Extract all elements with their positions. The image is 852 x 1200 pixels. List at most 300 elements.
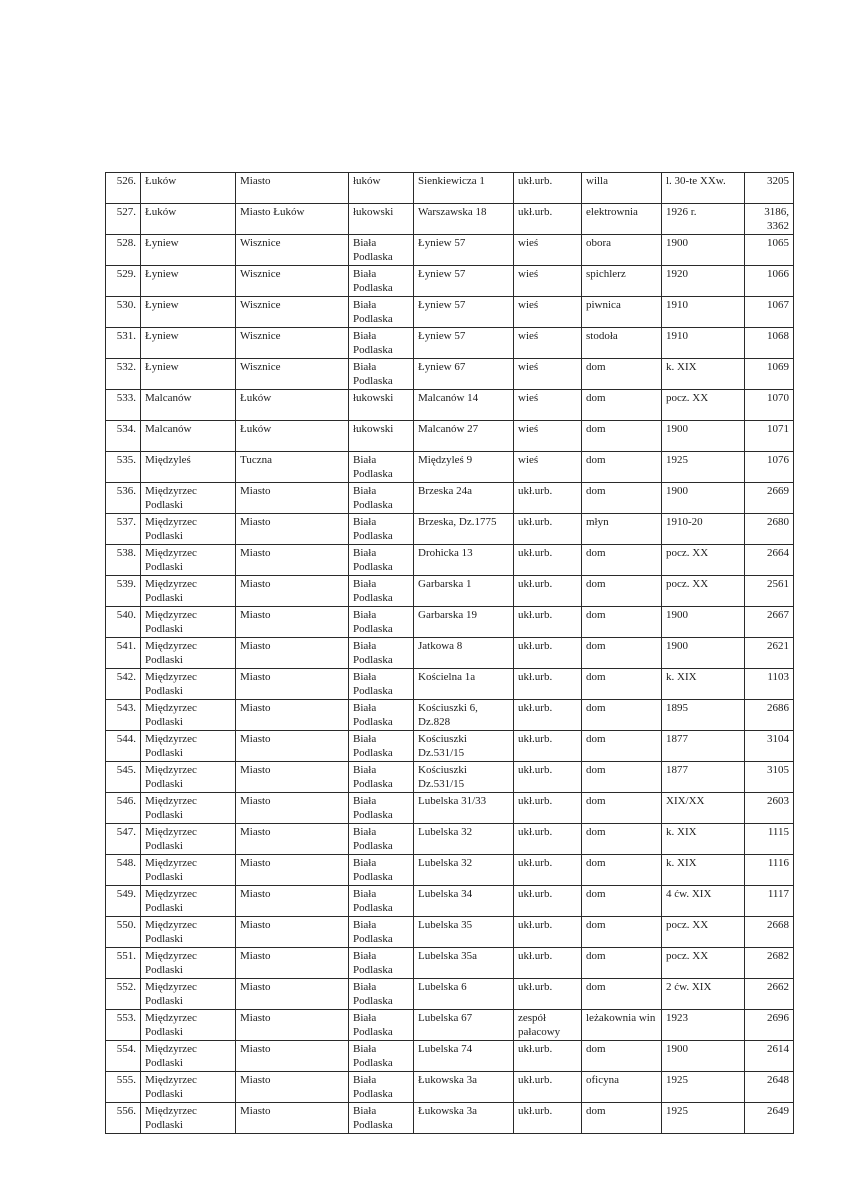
table-row: [106, 886, 794, 917]
cell-address: Lubelska 32: [414, 824, 514, 855]
cell-register-number: 1066: [745, 266, 794, 297]
cell-address: Garbarska 1: [414, 576, 514, 607]
cell-complex-type: ukł.urb.: [514, 948, 582, 979]
cell-county: Biała Podlaska: [349, 638, 414, 669]
table-row: [106, 545, 794, 576]
table-row: [106, 390, 794, 421]
cell-address: Kościuszki Dz.531/15: [414, 731, 514, 762]
cell-locality: Międzyrzec Podlaski: [141, 948, 236, 979]
cell-register-number: 2696: [745, 1010, 794, 1041]
cell-object-type: dom: [582, 855, 662, 886]
table-row: [106, 204, 794, 235]
cell-county: Biała Podlaska: [349, 452, 414, 483]
cell-dating: 1920: [662, 266, 745, 297]
cell-county: Biała Podlaska: [349, 514, 414, 545]
cell-commune: Miasto: [236, 948, 349, 979]
cell-complex-type: ukł.urb.: [514, 824, 582, 855]
cell-dating: k. XIX: [662, 855, 745, 886]
table-row: [106, 359, 794, 390]
cell-object-type: dom: [582, 731, 662, 762]
cell-row-number: 534.: [106, 421, 141, 452]
table-row: [106, 421, 794, 452]
cell-object-type: młyn: [582, 514, 662, 545]
cell-complex-type: ukł.urb.: [514, 793, 582, 824]
cell-row-number: 556.: [106, 1103, 141, 1134]
cell-register-number: 2662: [745, 979, 794, 1010]
cell-locality: Międzyrzec Podlaski: [141, 855, 236, 886]
cell-county: Biała Podlaska: [349, 762, 414, 793]
cell-dating: 1877: [662, 762, 745, 793]
cell-locality: Międzyrzec Podlaski: [141, 1072, 236, 1103]
cell-address: Kościelna 1a: [414, 669, 514, 700]
cell-county: Biała Podlaska: [349, 328, 414, 359]
cell-locality: Łuków: [141, 204, 236, 235]
cell-dating: 1900: [662, 421, 745, 452]
cell-complex-type: zespół pałacowy: [514, 1010, 582, 1041]
cell-address: Lubelska 31/33: [414, 793, 514, 824]
cell-address: Lubelska 32: [414, 855, 514, 886]
cell-register-number: 2680: [745, 514, 794, 545]
cell-commune: Łuków: [236, 390, 349, 421]
table-row: [106, 1010, 794, 1041]
cell-complex-type: ukł.urb.: [514, 669, 582, 700]
cell-register-number: 3205: [745, 173, 794, 204]
cell-commune: Miasto: [236, 638, 349, 669]
cell-row-number: 546.: [106, 793, 141, 824]
cell-register-number: 2649: [745, 1103, 794, 1134]
cell-row-number: 545.: [106, 762, 141, 793]
cell-dating: 2 ćw. XIX: [662, 979, 745, 1010]
cell-object-type: dom: [582, 979, 662, 1010]
cell-complex-type: ukł.urb.: [514, 762, 582, 793]
cell-complex-type: ukł.urb.: [514, 1072, 582, 1103]
cell-locality: Łyniew: [141, 297, 236, 328]
cell-dating: 1923: [662, 1010, 745, 1041]
cell-address: Malcanów 27: [414, 421, 514, 452]
cell-address: Garbarska 19: [414, 607, 514, 638]
cell-county: Biała Podlaska: [349, 359, 414, 390]
cell-county: łukowski: [349, 421, 414, 452]
cell-commune: Miasto: [236, 917, 349, 948]
cell-object-type: dom: [582, 483, 662, 514]
cell-commune: Tuczna: [236, 452, 349, 483]
cell-address: Brzeska 24a: [414, 483, 514, 514]
table-row: [106, 731, 794, 762]
table-row: [106, 297, 794, 328]
cell-complex-type: ukł.urb.: [514, 607, 582, 638]
cell-locality: Międzyrzec Podlaski: [141, 762, 236, 793]
cell-locality: Międzyrzec Podlaski: [141, 917, 236, 948]
cell-county: Biała Podlaska: [349, 545, 414, 576]
cell-locality: Międzyrzec Podlaski: [141, 1103, 236, 1134]
table-row: [106, 700, 794, 731]
cell-locality: Międzyrzec Podlaski: [141, 607, 236, 638]
table-row: [106, 824, 794, 855]
cell-county: Biała Podlaska: [349, 297, 414, 328]
cell-commune: Wisznice: [236, 266, 349, 297]
cell-row-number: 550.: [106, 917, 141, 948]
monument-register-table: [105, 172, 794, 1134]
cell-register-number: 1115: [745, 824, 794, 855]
cell-address: Kościuszki Dz.531/15: [414, 762, 514, 793]
cell-locality: Malcanów: [141, 421, 236, 452]
cell-row-number: 538.: [106, 545, 141, 576]
cell-row-number: 543.: [106, 700, 141, 731]
cell-complex-type: ukł.urb.: [514, 700, 582, 731]
cell-locality: Międzyrzec Podlaski: [141, 669, 236, 700]
cell-county: Biała Podlaska: [349, 1072, 414, 1103]
cell-register-number: 1067: [745, 297, 794, 328]
cell-row-number: 528.: [106, 235, 141, 266]
cell-object-type: stodoła: [582, 328, 662, 359]
cell-object-type: elektrownia: [582, 204, 662, 235]
cell-register-number: 2686: [745, 700, 794, 731]
cell-address: Kościuszki 6, Dz.828: [414, 700, 514, 731]
cell-locality: Międzyrzec Podlaski: [141, 514, 236, 545]
cell-complex-type: wieś: [514, 328, 582, 359]
cell-register-number: 2621: [745, 638, 794, 669]
table-row: [106, 638, 794, 669]
cell-dating: 1910: [662, 297, 745, 328]
table-row: [106, 452, 794, 483]
cell-register-number: 1065: [745, 235, 794, 266]
cell-row-number: 544.: [106, 731, 141, 762]
cell-locality: Międzyrzec Podlaski: [141, 1010, 236, 1041]
cell-object-type: dom: [582, 576, 662, 607]
cell-complex-type: wieś: [514, 266, 582, 297]
cell-county: Biała Podlaska: [349, 979, 414, 1010]
cell-object-type: dom: [582, 1041, 662, 1072]
table-row: [106, 483, 794, 514]
cell-complex-type: ukł.urb.: [514, 979, 582, 1010]
cell-register-number: 2614: [745, 1041, 794, 1072]
cell-locality: Międzyrzec Podlaski: [141, 700, 236, 731]
cell-row-number: 540.: [106, 607, 141, 638]
cell-address: Malcanów 14: [414, 390, 514, 421]
table-row: [106, 266, 794, 297]
cell-object-type: piwnica: [582, 297, 662, 328]
cell-dating: 1877: [662, 731, 745, 762]
cell-object-type: dom: [582, 1103, 662, 1134]
cell-register-number: 2669: [745, 483, 794, 514]
cell-dating: 1900: [662, 1041, 745, 1072]
cell-commune: Wisznice: [236, 235, 349, 266]
cell-register-number: 1069: [745, 359, 794, 390]
cell-dating: 1900: [662, 483, 745, 514]
cell-county: Biała Podlaska: [349, 576, 414, 607]
cell-address: Lubelska 35: [414, 917, 514, 948]
cell-object-type: dom: [582, 948, 662, 979]
cell-commune: Miasto: [236, 855, 349, 886]
cell-locality: Łyniew: [141, 328, 236, 359]
cell-commune: Łuków: [236, 421, 349, 452]
cell-dating: pocz. XX: [662, 390, 745, 421]
cell-object-type: dom: [582, 762, 662, 793]
cell-commune: Miasto: [236, 545, 349, 576]
cell-county: Biała Podlaska: [349, 948, 414, 979]
cell-complex-type: ukł.urb.: [514, 514, 582, 545]
table-body: [106, 173, 794, 1134]
table-row: [106, 1072, 794, 1103]
cell-row-number: 551.: [106, 948, 141, 979]
cell-county: Biała Podlaska: [349, 917, 414, 948]
cell-register-number: 3105: [745, 762, 794, 793]
cell-register-number: 1068: [745, 328, 794, 359]
cell-complex-type: ukł.urb.: [514, 855, 582, 886]
cell-dating: 1895: [662, 700, 745, 731]
cell-commune: Miasto: [236, 824, 349, 855]
cell-object-type: oficyna: [582, 1072, 662, 1103]
cell-row-number: 555.: [106, 1072, 141, 1103]
cell-commune: Miasto: [236, 1041, 349, 1072]
cell-commune: Miasto: [236, 700, 349, 731]
cell-commune: Miasto: [236, 576, 349, 607]
cell-register-number: 2561: [745, 576, 794, 607]
cell-row-number: 529.: [106, 266, 141, 297]
cell-county: łukowski: [349, 204, 414, 235]
cell-county: Biała Podlaska: [349, 1103, 414, 1134]
cell-county: Biała Podlaska: [349, 793, 414, 824]
cell-object-type: dom: [582, 669, 662, 700]
cell-locality: Łyniew: [141, 235, 236, 266]
cell-commune: Miasto: [236, 1072, 349, 1103]
cell-locality: Łyniew: [141, 266, 236, 297]
cell-address: Łyniew 57: [414, 266, 514, 297]
table-row: [106, 514, 794, 545]
cell-register-number: 1103: [745, 669, 794, 700]
cell-locality: Łuków: [141, 173, 236, 204]
cell-object-type: dom: [582, 824, 662, 855]
cell-object-type: dom: [582, 700, 662, 731]
cell-row-number: 530.: [106, 297, 141, 328]
table-row: [106, 979, 794, 1010]
cell-register-number: 2682: [745, 948, 794, 979]
cell-locality: Międzyrzec Podlaski: [141, 545, 236, 576]
cell-county: łuków: [349, 173, 414, 204]
cell-row-number: 537.: [106, 514, 141, 545]
cell-commune: Miasto: [236, 731, 349, 762]
cell-county: Biała Podlaska: [349, 700, 414, 731]
cell-dating: 1925: [662, 452, 745, 483]
cell-address: Łyniew 57: [414, 328, 514, 359]
cell-complex-type: ukł.urb.: [514, 886, 582, 917]
cell-locality: Międzyrzec Podlaski: [141, 731, 236, 762]
cell-row-number: 548.: [106, 855, 141, 886]
cell-address: Jatkowa 8: [414, 638, 514, 669]
cell-object-type: dom: [582, 421, 662, 452]
cell-register-number: 1117: [745, 886, 794, 917]
cell-complex-type: ukł.urb.: [514, 204, 582, 235]
cell-complex-type: wieś: [514, 421, 582, 452]
cell-row-number: 532.: [106, 359, 141, 390]
cell-row-number: 526.: [106, 173, 141, 204]
cell-complex-type: ukł.urb.: [514, 917, 582, 948]
cell-commune: Miasto: [236, 762, 349, 793]
cell-register-number: 2664: [745, 545, 794, 576]
cell-complex-type: wieś: [514, 235, 582, 266]
cell-dating: l. 30-te XXw.: [662, 173, 745, 204]
cell-object-type: leżakownia win: [582, 1010, 662, 1041]
cell-complex-type: ukł.urb.: [514, 576, 582, 607]
cell-register-number: 1070: [745, 390, 794, 421]
cell-locality: Międzyrzec Podlaski: [141, 793, 236, 824]
cell-complex-type: ukł.urb.: [514, 731, 582, 762]
cell-object-type: dom: [582, 638, 662, 669]
cell-locality: Międzyrzec Podlaski: [141, 1041, 236, 1072]
cell-commune: Wisznice: [236, 328, 349, 359]
cell-object-type: dom: [582, 452, 662, 483]
cell-locality: Międzyleś: [141, 452, 236, 483]
cell-complex-type: wieś: [514, 359, 582, 390]
table-row: [106, 669, 794, 700]
cell-row-number: 531.: [106, 328, 141, 359]
cell-dating: 1925: [662, 1072, 745, 1103]
cell-object-type: dom: [582, 390, 662, 421]
cell-complex-type: ukł.urb.: [514, 1041, 582, 1072]
cell-dating: k. XIX: [662, 824, 745, 855]
cell-row-number: 542.: [106, 669, 141, 700]
table-row: [106, 1041, 794, 1072]
cell-locality: Międzyrzec Podlaski: [141, 824, 236, 855]
cell-commune: Wisznice: [236, 359, 349, 390]
cell-row-number: 527.: [106, 204, 141, 235]
cell-dating: 1910: [662, 328, 745, 359]
table-row: [106, 328, 794, 359]
cell-locality: Międzyrzec Podlaski: [141, 638, 236, 669]
cell-row-number: 535.: [106, 452, 141, 483]
cell-row-number: 536.: [106, 483, 141, 514]
cell-commune: Miasto Łuków: [236, 204, 349, 235]
cell-dating: 1925: [662, 1103, 745, 1134]
cell-address: Łyniew 57: [414, 297, 514, 328]
cell-commune: Miasto: [236, 793, 349, 824]
cell-register-number: 1076: [745, 452, 794, 483]
cell-locality: Międzyrzec Podlaski: [141, 483, 236, 514]
cell-commune: Miasto: [236, 1010, 349, 1041]
cell-commune: Miasto: [236, 607, 349, 638]
cell-address: Łukowska 3a: [414, 1072, 514, 1103]
cell-register-number: 2668: [745, 917, 794, 948]
cell-dating: 1900: [662, 235, 745, 266]
cell-address: Lubelska 67: [414, 1010, 514, 1041]
cell-county: Biała Podlaska: [349, 731, 414, 762]
cell-locality: Międzyrzec Podlaski: [141, 576, 236, 607]
cell-object-type: dom: [582, 917, 662, 948]
cell-commune: Miasto: [236, 979, 349, 1010]
cell-register-number: 3186, 3362: [745, 204, 794, 235]
cell-county: Biała Podlaska: [349, 607, 414, 638]
cell-county: Biała Podlaska: [349, 824, 414, 855]
cell-register-number: 2603: [745, 793, 794, 824]
cell-county: Biała Podlaska: [349, 886, 414, 917]
cell-county: Biała Podlaska: [349, 1010, 414, 1041]
cell-register-number: 3104: [745, 731, 794, 762]
cell-address: Warszawska 18: [414, 204, 514, 235]
table-row: [106, 793, 794, 824]
cell-dating: pocz. XX: [662, 948, 745, 979]
cell-county: Biała Podlaska: [349, 669, 414, 700]
cell-address: Drohicka 13: [414, 545, 514, 576]
table-row: [106, 855, 794, 886]
cell-dating: XIX/XX: [662, 793, 745, 824]
cell-address: Lubelska 74: [414, 1041, 514, 1072]
cell-object-type: willa: [582, 173, 662, 204]
cell-commune: Wisznice: [236, 297, 349, 328]
cell-object-type: dom: [582, 545, 662, 576]
cell-county: łukowski: [349, 390, 414, 421]
table-row: [106, 948, 794, 979]
cell-row-number: 539.: [106, 576, 141, 607]
cell-register-number: 2667: [745, 607, 794, 638]
table-row: [106, 917, 794, 948]
cell-address: Lubelska 35a: [414, 948, 514, 979]
table-row: [106, 235, 794, 266]
cell-row-number: 549.: [106, 886, 141, 917]
cell-commune: Miasto: [236, 1103, 349, 1134]
cell-register-number: 1116: [745, 855, 794, 886]
cell-object-type: dom: [582, 886, 662, 917]
table-row: [106, 762, 794, 793]
cell-dating: pocz. XX: [662, 917, 745, 948]
cell-commune: Miasto: [236, 669, 349, 700]
cell-register-number: 2648: [745, 1072, 794, 1103]
cell-dating: 1900: [662, 638, 745, 669]
table-row: [106, 607, 794, 638]
cell-complex-type: ukł.urb.: [514, 545, 582, 576]
cell-dating: 1910-20: [662, 514, 745, 545]
cell-dating: pocz. XX: [662, 545, 745, 576]
cell-commune: Miasto: [236, 514, 349, 545]
cell-complex-type: ukł.urb.: [514, 638, 582, 669]
cell-address: Sienkiewicza 1: [414, 173, 514, 204]
cell-locality: Międzyrzec Podlaski: [141, 979, 236, 1010]
cell-county: Biała Podlaska: [349, 483, 414, 514]
cell-row-number: 553.: [106, 1010, 141, 1041]
cell-object-type: dom: [582, 793, 662, 824]
cell-address: Łukowska 3a: [414, 1103, 514, 1134]
cell-commune: Miasto: [236, 483, 349, 514]
cell-county: Biała Podlaska: [349, 235, 414, 266]
cell-complex-type: wieś: [514, 390, 582, 421]
cell-complex-type: ukł.urb.: [514, 173, 582, 204]
table-row: [106, 576, 794, 607]
cell-address: Lubelska 34: [414, 886, 514, 917]
cell-row-number: 547.: [106, 824, 141, 855]
cell-object-type: spichlerz: [582, 266, 662, 297]
cell-dating: 1926 r.: [662, 204, 745, 235]
cell-register-number: 1071: [745, 421, 794, 452]
cell-dating: k. XIX: [662, 669, 745, 700]
cell-row-number: 541.: [106, 638, 141, 669]
cell-address: Międzyleś 9: [414, 452, 514, 483]
table-row: [106, 1103, 794, 1134]
cell-commune: Miasto: [236, 886, 349, 917]
cell-row-number: 533.: [106, 390, 141, 421]
cell-row-number: 554.: [106, 1041, 141, 1072]
cell-dating: k. XIX: [662, 359, 745, 390]
cell-locality: Malcanów: [141, 390, 236, 421]
cell-dating: pocz. XX: [662, 576, 745, 607]
cell-locality: Łyniew: [141, 359, 236, 390]
cell-county: Biała Podlaska: [349, 855, 414, 886]
cell-locality: Międzyrzec Podlaski: [141, 886, 236, 917]
cell-address: Łyniew 57: [414, 235, 514, 266]
cell-complex-type: wieś: [514, 452, 582, 483]
cell-commune: Miasto: [236, 173, 349, 204]
cell-address: Brzeska, Dz.1775: [414, 514, 514, 545]
cell-object-type: dom: [582, 607, 662, 638]
cell-address: Łyniew 67: [414, 359, 514, 390]
